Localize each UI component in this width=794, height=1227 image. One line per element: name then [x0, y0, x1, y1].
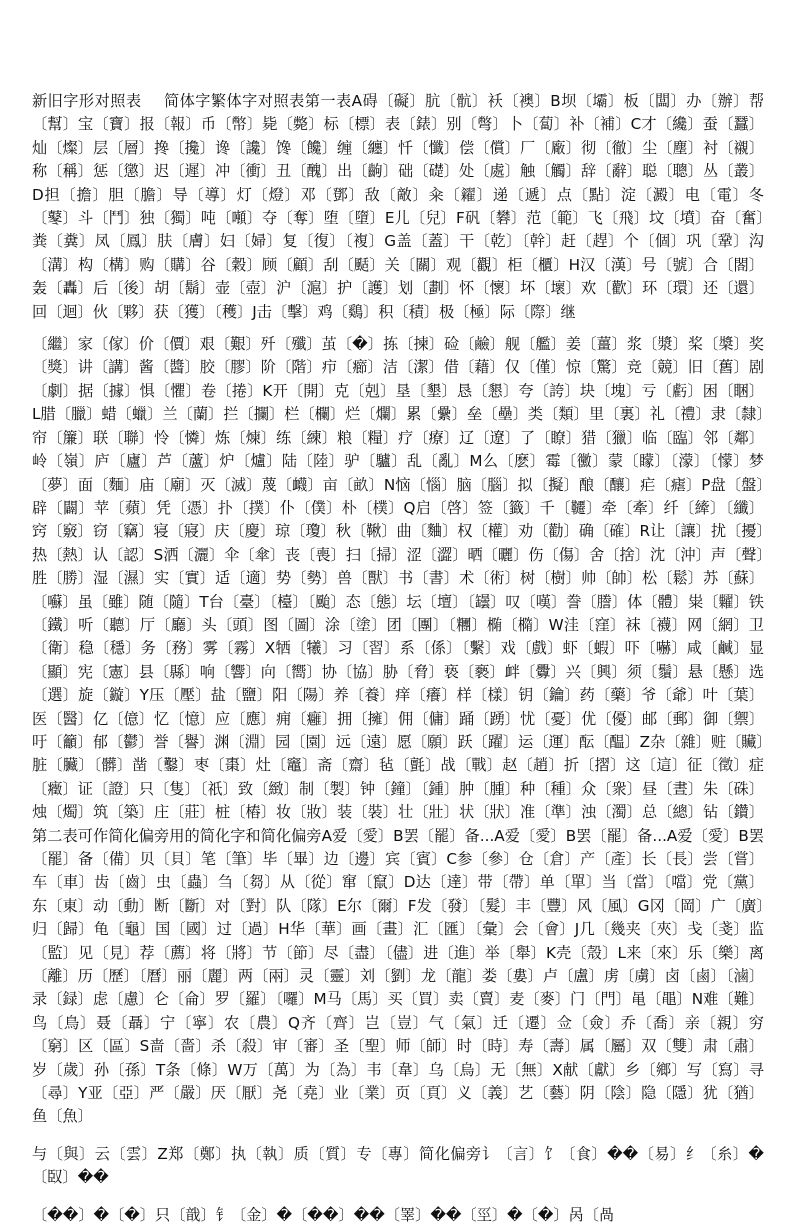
paragraph-2: 〔繼〕家〔傢〕价〔價〕艰〔艱〕歼〔殲〕茧〔�〕拣〔揀〕硷〔鹼〕舰〔艦〕姜〔薑〕浆〔漿〕桨〔槳〕奖〔獎〕讲〔講〕酱〔醬〕胶〔膠〕阶〔階〕疖〔癤〕洁〔潔〕借〔藉〕仅〔僅〕惊〔驚〕竞〔競〕旧〔舊〕剧〔劇〕据〔據〕惧〔懼〕卷〔捲〕K开〔開〕克〔剋〕垦〔墾〕恳〔懇〕夸〔誇〕块〔塊〕亏〔虧〕困〔睏〕L腊〔臘〕蜡〔蠟〕兰〔蘭〕拦〔攔〕栏〔欄〕烂〔爛〕累〔纍〕垒〔壘〕类〔類〕里〔裏〕礼〔禮〕隶〔隸〕帘〔簾〕联〔聯〕怜〔憐〕炼〔煉〕练〔練〕粮〔糧〕疗〔療〕辽〔遼〕了〔瞭〕猎〔獵〕临〔臨〕邻〔鄰〕岭〔嶺〕庐〔廬〕芦〔蘆〕炉〔爐〕陆〔陸〕驴〔驢〕乱〔亂〕M么〔麽〕霉〔黴〕蒙〔矇〕〔濛〕〔懞〕梦〔夢〕面〔麵〕庙〔廟〕灭〔滅〕蔑〔衊〕亩〔畝〕N恼〔惱〕脑〔腦〕拟〔擬〕酿〔釀〕疟〔瘧〕P盘〔盤〕辟〔闢〕苹〔蘋〕凭〔憑〕扑〔撲〕仆〔僕〕朴〔樸〕Q启〔啓〕签〔籤〕千〔韆〕牵〔牽〕纤〔縴〕〔纖〕窍〔竅〕窃〔竊〕寝〔寢〕庆〔慶〕琼〔瓊〕秋〔鞦〕曲〔麯〕权〔權〕劝〔勸〕确〔確〕R让〔讓〕扰〔擾〕热〔熱〕认〔認〕S洒〔灑〕伞〔傘〕丧〔喪〕扫〔掃〕涩〔澀〕晒〔曬〕伤〔傷〕舍〔捨〕沈〔沖〕声〔聲〕胜〔勝〕湿〔濕〕实〔實〕适〔適〕势〔勢〕兽〔獸〕书〔書〕术〔術〕树〔樹〕帅〔帥〕松〔鬆〕苏〔蘇〕〔囌〕虽〔雖〕随〔隨〕T台〔臺〕〔檯〕〔颱〕态〔態〕坛〔壇〕〔罎〕叹〔嘆〕誊〔謄〕体〔體〕粜〔糶〕铁〔鐵〕听〔聽〕厅〔廳〕头〔頭〕图〔圖〕涂〔塗〕团〔團〕〔糰〕椭〔橢〕W洼〔窪〕袜〔襪〕网〔網〕卫〔衛〕稳〔穩〕务〔務〕雾〔霧〕X牺〔犧〕习〔習〕系〔係〕〔繫〕戏〔戲〕虾〔蝦〕吓〔嚇〕咸〔鹹〕显〔顯〕宪〔憲〕县〔縣〕响〔響〕向〔嚮〕协〔協〕胁〔脅〕亵〔褻〕衅〔釁〕兴〔興〕须〔鬚〕悬〔懸〕选〔選〕旋〔鏇〕Y压〔壓〕盐〔鹽〕阳〔陽〕养〔養〕痒〔癢〕样〔樣〕钥〔鑰〕药〔藥〕爷〔爺〕叶〔葉〕医〔醫〕亿〔億〕忆〔憶〕应〔應〕痈〔癰〕拥〔擁〕佣〔傭〕踊〔踴〕忧〔憂〕优〔優〕邮〔郵〕御〔禦〕吁〔籲〕郁〔鬱〕誉〔譽〕渊〔淵〕园〔園〕远〔遠〕愿〔願〕跃〔躍〕运〔運〕酝〔醖〕Z杂〔雜〕赃〔贜〕脏〔臟〕〔髒〕凿〔鑿〕枣〔棗〕灶〔竈〕斋〔齋〕毡〔氈〕战〔戰〕赵〔趙〕折〔摺〕这〔這〕征〔徵〕症〔癥〕证〔證〕只〔隻〕〔祇〕致〔緻〕制〔製〕钟〔鐘〕〔鍾〕肿〔腫〕种〔種〕众〔衆〕昼〔晝〕朱〔硃〕烛〔燭〕筑〔築〕庄〔莊〕桩〔樁〕妆〔妝〕装〔裝〕壮〔壯〕状〔狀〕准〔準〕浊〔濁〕总〔總〕钻〔鑽〕第二表可作简化偏旁用的简化字和简化偏旁A爱〔愛〕B罢〔罷〕备...A爱〔愛〕B罢〔罷〕备...A爱〔愛〕B罢〔罷〕备〔備〕贝〔貝〕笔〔筆〕毕〔畢〕边〔邊〕宾〔賓〕C参〔參〕仓〔倉〕产〔產〕长〔長〕尝〔嘗〕车〔車〕齿〔齒〕虫〔蟲〕刍〔芻〕从〔從〕窜〔竄〕D达〔達〕带〔帶〕单〔單〕当〔當〕〔噹〕党〔黨〕东〔東〕动〔動〕断〔斷〕对〔對〕队〔隊〕E尔〔爾〕F发〔發〕〔髮〕丰〔豐〕风〔風〕G冈〔岡〕广〔廣〕归〔歸〕龟〔龜〕国〔國〕过〔過〕H华〔華〕画〔畫〕汇〔匯〕〔彙〕会〔會〕J几〔幾夹〔夾〕戋〔戔〕监〔監〕见〔見〕荐〔薦〕将〔將〕节〔節〕尽〔盡〕〔儘〕进〔進〕举〔舉〕K壳〔殼〕L来〔來〕乐〔樂〕离〔離〕历〔歷〕〔曆〕丽〔麗〕两〔兩〕灵〔靈〕刘〔劉〕龙〔龍〕娄〔婁〕卢〔盧〕虏〔虜〕卤〔鹵〕〔滷〕录〔録〕虑〔慮〕仑〔侖〕罗〔羅〕〔囉〕M马〔馬〕买〔買〕卖〔賣〕麦〔麥〕门〔門〕黾〔黽〕N难〔難〕鸟〔鳥〕聂〔聶〕宁〔寧〕农〔農〕Q齐〔齊〕岂〔豈〕气〔氣〕迁〔遷〕佥〔僉〕乔〔喬〕亲〔親〕穷〔窮〕区〔區〕S啬〔嗇〕杀〔殺〕审〔審〕圣〔聖〕师〔師〕时〔時〕寿〔壽〕属〔屬〕双〔雙〕肃〔肅〕岁〔歲〕孙〔孫〕T条〔條〕W万〔萬〕为〔為〕韦〔韋〕乌〔烏〕无〔無〕X献〔獻〕乡〔鄉〕写〔寫〕寻〔尋〕Y亚〔亞〕严〔嚴〕厌〔厭〕尧〔堯〕业〔業〕页〔頁〕义〔義〕艺〔藝〕阴〔陰〕隐〔隱〕犹〔猶〕鱼〔魚〕: [32, 335, 764, 1126]
paragraph-3: 与〔與〕云〔雲〕Z郑〔鄭〕执〔執〕质〔質〕专〔專〕简化偏旁讠〔言〕饣〔食〕��〔易〕纟〔糸〕�〔臤〕��: [32, 1144, 764, 1187]
document-page: [32, 90, 764, 1227]
document-subtitle: 简体字繁体字对照表第一表: [163, 92, 352, 110]
paragraph-1: [32, 90, 764, 324]
paragraph-4: 〔��〕�〔�〕只〔戠〕钅〔金〕�〔��〕��〔睪〕��〔巠〕�〔�〕呙〔咼: [32, 1205, 615, 1224]
document-title: 新旧字形对照表: [32, 92, 142, 110]
paragraph-1-body: A碍〔礙〕肮〔骯〕袄〔襖〕B坝〔壩〕板〔闆〕办〔辦〕帮〔幫〕宝〔寶〕报〔報〕币〔幣〕毙〔斃〕标〔標〕表〔錶〕别〔彆〕卜〔蔔〕补〔補〕C才〔纔〕蚕〔蠶〕灿〔燦〕层〔層〕搀〔攙〕谗〔讒〕馋〔饞〕缠〔纏〕忏〔懺〕偿〔償〕厂〔廠〕彻〔徹〕尘〔塵〕衬〔襯〕称〔稱〕惩〔懲〕迟〔遲〕冲〔衝〕丑〔醜〕出〔齣〕础〔礎〕处〔處〕触〔觸〕辞〔辭〕聪〔聰〕丛〔叢〕D担〔擔〕胆〔膽〕导〔導〕灯〔燈〕邓〔鄧〕敌〔敵〕籴〔糴〕递〔遞〕点〔點〕淀〔澱〕电〔電〕冬〔鼕〕斗〔鬥〕独〔獨〕吨〔噸〕夺〔奪〕堕〔墮〕E儿〔兒〕F矾〔礬〕范〔範〕飞〔飛〕坟〔墳〕奋〔奮〕粪〔糞〕凤〔鳳〕肤〔膚〕妇〔婦〕复〔復〕〔複〕G盖〔蓋〕干〔乾〕〔幹〕赶〔趕〕个〔個〕巩〔鞏〕沟〔溝〕构〔構〕购〔購〕谷〔穀〕顾〔顧〕刮〔颳〕关〔關〕观〔觀〕柜〔櫃〕H汉〔漢〕号〔號〕合〔閤〕轰〔轟〕后〔後〕胡〔鬍〕壶〔壺〕沪〔滬〕护〔護〕划〔劃〕怀〔懷〕坏〔壞〕欢〔歡〕环〔環〕还〔還〕回〔迴〕伙〔夥〕获〔獲〕〔穫〕J击〔擊〕鸡〔鷄〕积〔積〕极〔極〕际〔際〕继: [32, 92, 765, 321]
